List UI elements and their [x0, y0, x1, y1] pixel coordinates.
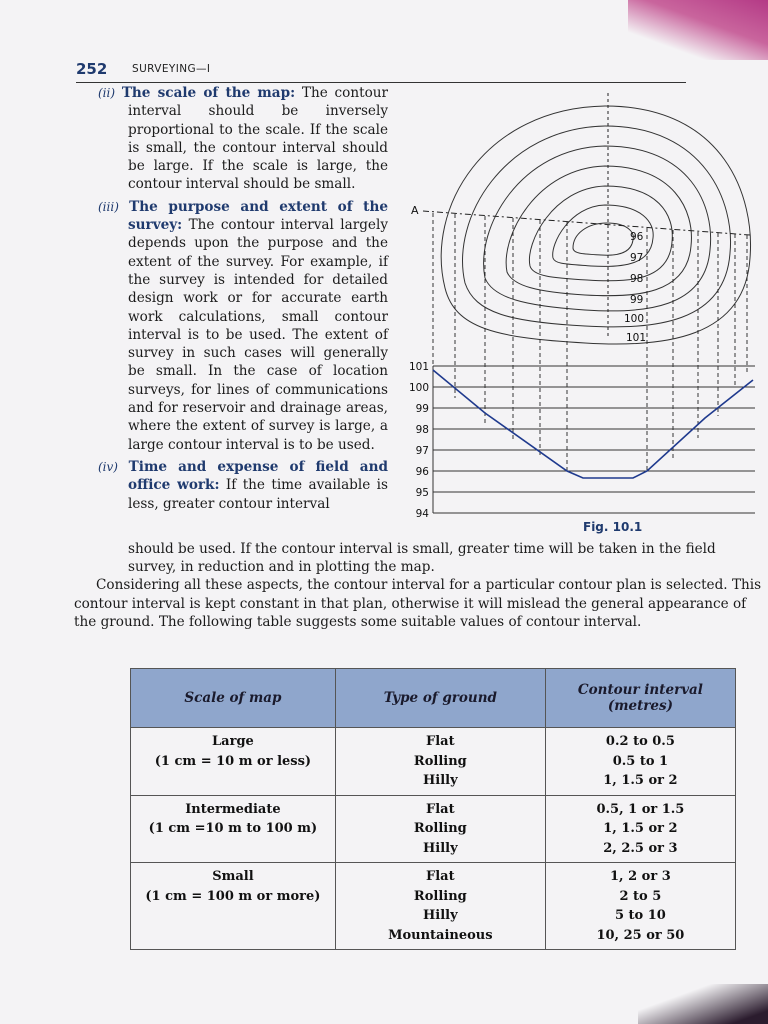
elevation-label: 101 — [408, 361, 429, 373]
plan-labels — [624, 231, 646, 344]
interval-value: 0.2 to 0.5 — [605, 734, 675, 749]
continuation-line: should be used. If the contour interval is small, greater time will be taken in the field — [128, 541, 716, 557]
figure-caption: Fig. 10.1 — [583, 520, 643, 534]
ground-type: Flat — [426, 734, 455, 749]
column-header: Scale of map — [131, 669, 336, 728]
background-fabric — [628, 0, 768, 60]
scale-name: Intermediate — [185, 801, 281, 817]
interval-value: 1, 1.5 or 2 — [603, 821, 678, 836]
column-header: Contour interval (metres) — [545, 669, 735, 728]
ground-type: Hilly — [423, 840, 458, 856]
plan-label: 96 — [630, 231, 644, 243]
elevation-label: 94 — [415, 508, 429, 518]
scale-note: (1 cm = 100 m or more) — [145, 888, 321, 904]
scale-cell — [131, 863, 336, 950]
item-body: If the time available is less, greater contour interval — [128, 477, 388, 512]
elevation-label: 97 — [415, 445, 429, 457]
item-body: The contour interval should be inversely proportional to the scale. If the scale is small, the contour interval should be large. If the scale is large, the contour interval should be small. — [128, 85, 389, 193]
interval-value: 10, 25 or 50 — [596, 927, 685, 943]
ground-cell — [335, 863, 545, 950]
ground-type: Mountaineous — [388, 927, 493, 943]
plan-label: 97 — [630, 252, 644, 264]
ground-type: Hilly — [423, 908, 458, 923]
ground-type: Rolling — [413, 753, 467, 769]
column-header: Type of ground — [335, 669, 545, 728]
page-number: 252 — [76, 60, 108, 78]
ground-type: Hilly — [423, 773, 458, 788]
elevation-label: 100 — [408, 382, 429, 394]
left-text-column — [98, 84, 388, 517]
interval-cell — [545, 728, 735, 796]
running-head: SURVEYING—I — [132, 63, 211, 75]
elevation-label: 99 — [415, 403, 429, 415]
ground-cell — [335, 728, 545, 796]
elevation-label: 96 — [415, 466, 429, 478]
interval-cell — [545, 863, 735, 950]
ground-type: Rolling — [413, 821, 467, 836]
page-shadow — [638, 984, 768, 1024]
scale-cell — [131, 795, 336, 863]
elevation-labels — [409, 361, 429, 518]
elevation-label: 95 — [415, 487, 429, 499]
interval-value: 2, 2.5 or 3 — [603, 840, 678, 856]
item-heading: The scale of the map: — [121, 85, 296, 101]
item-body: The contour interval largely depends upon the purpose and the extent of the survey. For example, if the survey is intended for detailed design work or for accurate earth work calculations, small contour interval is to be used. The extent of survey in such cases will generally be small. In the case of location surveys, for lines of communications and for reservoir and drainage areas, where the extent of survey is large, a large contour interval is to be used. — [128, 217, 388, 453]
plan-label: 98 — [630, 273, 644, 285]
scale-name: Small — [212, 869, 254, 884]
scale-cell — [131, 728, 336, 796]
item-purpose-extent — [98, 198, 388, 454]
page-header — [76, 60, 686, 83]
scale-note: (1 cm =10 m to 100 m) — [148, 821, 318, 836]
interval-value: 2 to 5 — [619, 888, 662, 904]
ground-type: Flat — [426, 869, 455, 884]
item-numeral: (ii) — [98, 86, 116, 100]
ground-type: Flat — [426, 801, 455, 817]
elevation-label: 98 — [415, 424, 429, 436]
table-header-row — [131, 669, 736, 728]
contour-line — [506, 166, 691, 296]
contour-figure — [405, 88, 755, 518]
item-scale-of-map — [98, 84, 388, 194]
interval-cell — [545, 795, 735, 863]
plan-label: 101 — [626, 332, 647, 344]
scale-note: (1 cm = 10 m or less) — [154, 753, 312, 769]
ground-profile — [433, 370, 753, 478]
continuation-text — [74, 540, 764, 631]
item-numeral: (iii) — [98, 199, 119, 214]
interval-value: 0.5, 1 or 1.5 — [596, 801, 685, 817]
contour-lines — [441, 106, 750, 344]
item-heading: The purpose and extent of the survey: — [128, 198, 388, 234]
interval-value: 5 to 10 — [614, 908, 666, 923]
plan-label: 100 — [624, 313, 645, 325]
interval-value: 0.5 to 1 — [612, 753, 669, 769]
contour-interval-table — [130, 668, 736, 950]
table-row — [131, 863, 736, 950]
contour-line — [573, 223, 633, 255]
elevation-lines — [433, 366, 755, 513]
ground-type: Rolling — [413, 888, 467, 904]
interval-value: 1, 1.5 or 2 — [603, 773, 678, 788]
continuation-line: survey, in reduction and in plotting the map. — [128, 559, 435, 576]
paragraph-contour-interval: Considering all these aspects, the contour interval for a particular contour plan is selected. This contour interval is kept constant in that plan, otherwise it will mislead the general appearance of the ground. The following table suggests some suitable values of contour interval. — [74, 577, 762, 630]
section-label-a: A — [411, 204, 419, 217]
item-heading: Time and expense of field and office work: — [128, 458, 389, 494]
contour-line — [484, 146, 711, 311]
table-row — [131, 795, 736, 863]
interval-value: 1, 2 or 3 — [610, 869, 671, 884]
scale-name: Large — [212, 734, 254, 749]
plan-label: 99 — [630, 294, 644, 306]
item-time-expense — [98, 458, 388, 513]
table-row — [131, 728, 736, 796]
item-numeral: (iv) — [98, 459, 118, 474]
ground-cell — [335, 795, 545, 863]
